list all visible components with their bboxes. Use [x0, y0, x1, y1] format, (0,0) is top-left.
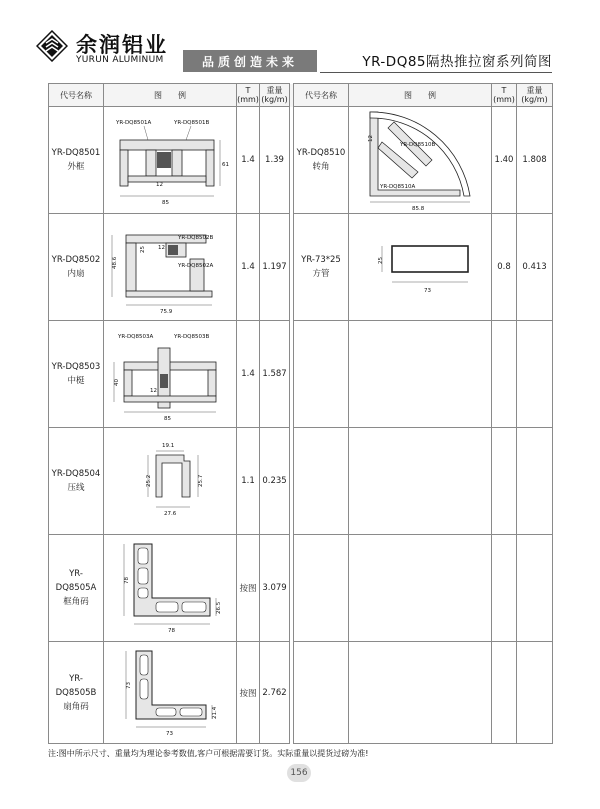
profile-name: 中梃 — [67, 376, 85, 386]
table-row — [49, 321, 553, 428]
col-header-drawing: 图 例 — [104, 84, 237, 107]
dimension-label: 48.6 — [112, 256, 118, 269]
profile-name: 框角码 — [63, 597, 89, 607]
drawing-label: YR-DQ8502A — [178, 263, 214, 269]
dimension-label: 12 — [150, 388, 157, 394]
profile-code-cell — [49, 535, 104, 642]
profile-drawing-cell — [349, 107, 492, 214]
profile-code: YR-DQ8505B — [55, 673, 97, 698]
profile-code-cell — [49, 428, 104, 535]
profile-drawing-cell — [349, 214, 492, 321]
drawing-label: YR-DQ8501B — [174, 120, 210, 126]
dimension-label: 27.6 — [164, 511, 177, 517]
page-number: 156 — [287, 764, 311, 782]
profile-name: 内扇 — [67, 269, 85, 279]
mullion-profile-drawing — [106, 326, 234, 422]
profile-name: 外框 — [67, 162, 85, 172]
empty-cell — [492, 642, 517, 744]
profile-code: YR-DQ8501 — [51, 148, 101, 158]
profile-name: 方管 — [312, 269, 330, 279]
footnote: 注:图中所示尺寸、重量均为理论参考数值,客户可根据需要订货。实际重量以提货过磅为准! — [48, 749, 369, 758]
profile-code-cell — [49, 107, 104, 214]
dimension-label: 85.8 — [412, 206, 425, 212]
empty-cell — [349, 321, 492, 428]
profile-drawing-cell — [104, 321, 237, 428]
thickness-cell: 按图 — [237, 535, 260, 642]
profile-drawing-cell — [104, 535, 237, 642]
profile-code: YR-DQ8504 — [51, 469, 101, 479]
profile-name: 转角 — [312, 162, 330, 172]
thickness-cell: 1.4 — [237, 214, 260, 321]
empty-cell — [492, 321, 517, 428]
profile-drawing-cell — [104, 642, 237, 744]
dimension-label: 73 — [126, 681, 132, 689]
profile-drawing-cell — [104, 428, 237, 535]
empty-cell — [294, 321, 349, 428]
dimension-label: 73 — [166, 730, 173, 737]
table-row — [49, 642, 553, 744]
profile-spec-table — [48, 83, 553, 744]
dimension-label: 25.2 — [146, 474, 152, 487]
page-title: YR-DQ85隔热推拉窗系列简图 — [362, 54, 552, 70]
outer-frame-profile-drawing — [106, 112, 234, 208]
table-row — [49, 214, 553, 321]
empty-cell — [349, 428, 492, 535]
dimension-label: 73 — [424, 288, 431, 294]
weight-cell: 1.587 — [260, 321, 290, 428]
drawing-label: YR-DQ8501A — [116, 120, 152, 126]
weight-cell: 3.079 — [260, 535, 290, 642]
weight-cell: 0.413 — [517, 214, 553, 321]
slogan-banner: 品质创造未来 — [183, 50, 317, 72]
dimension-label: 25 — [140, 246, 146, 253]
profile-code-cell — [49, 214, 104, 321]
dimension-label: 85 — [164, 416, 171, 422]
table-row — [49, 428, 553, 535]
thickness-cell: 1.4 — [237, 107, 260, 214]
weight-cell: 1.197 — [260, 214, 290, 321]
empty-cell — [349, 642, 492, 744]
weight-cell: 2.762 — [260, 642, 290, 744]
drawing-label: YR-DQ8503A — [118, 334, 154, 340]
thickness-cell: 1.40 — [492, 107, 517, 214]
dimension-label: 21.4 — [212, 706, 218, 719]
col-header-code: 代号名称 — [49, 84, 104, 107]
square-tube-drawing — [352, 232, 488, 302]
table-row — [49, 107, 553, 214]
col-header-weight: 重量 (kg/m) — [517, 84, 553, 107]
empty-cell — [294, 642, 349, 744]
dimension-label: 61 — [222, 162, 229, 168]
dimension-label: 12 — [368, 135, 374, 142]
thickness-cell: 0.8 — [492, 214, 517, 321]
drawing-label: YR-DQ8510A — [380, 184, 416, 190]
col-header-drawing: 图 例 — [349, 84, 492, 107]
profile-drawing-cell — [104, 107, 237, 214]
profile-code: YR-DQ8510 — [296, 148, 346, 158]
dimension-label: 40 — [114, 379, 120, 386]
yurun-logo-icon — [36, 30, 68, 62]
empty-cell — [517, 642, 553, 744]
profile-name: 扇角码 — [63, 701, 89, 712]
empty-cell — [492, 535, 517, 642]
dimension-label: 85 — [162, 200, 169, 206]
drawing-label: YR-DQ8502B — [178, 235, 214, 241]
profile-code-cell — [49, 321, 104, 428]
brand-name-cn: 余润铝业 — [76, 32, 168, 57]
weight-cell: 1.808 — [517, 107, 553, 214]
thickness-cell: 按图 — [237, 642, 260, 744]
thickness-cell: 1.1 — [237, 428, 260, 535]
dimension-label: 75.9 — [160, 309, 173, 315]
dimension-label: 26.5 — [216, 601, 222, 614]
frame-corner-key-drawing — [106, 538, 234, 638]
dimension-label: 25.7 — [198, 474, 204, 487]
profile-code-cell — [49, 642, 104, 744]
empty-cell — [492, 428, 517, 535]
glazing-bead-profile-drawing — [106, 433, 234, 529]
dimension-label: 12 — [156, 182, 163, 188]
sash-corner-key-drawing — [106, 645, 234, 741]
empty-cell — [349, 535, 492, 642]
dimension-label: 78 — [124, 577, 130, 584]
profile-code: YR-73*25 — [301, 255, 341, 265]
dimension-label: 25 — [378, 257, 384, 264]
col-header-thickness: T (mm) — [492, 84, 517, 107]
col-header-thickness: T (mm) — [237, 84, 260, 107]
col-header-code: 代号名称 — [294, 84, 349, 107]
brand-name-en: YURUN ALUMINUM — [76, 55, 164, 65]
thickness-cell: 1.4 — [237, 321, 260, 428]
empty-cell — [517, 535, 553, 642]
profile-name: 压线 — [67, 483, 85, 493]
drawing-label: YR-DQ8510B — [400, 142, 436, 148]
drawing-label: YR-DQ8503B — [174, 334, 210, 340]
dimension-label: 12 — [158, 245, 165, 251]
profile-code: YR-DQ8502 — [51, 255, 101, 265]
inner-sash-profile-drawing — [106, 219, 234, 315]
empty-cell — [517, 428, 553, 535]
profile-code: YR-DQ8503 — [51, 362, 101, 372]
table-header-row — [49, 84, 553, 107]
profile-drawing-cell — [104, 214, 237, 321]
profile-code-cell — [294, 214, 349, 321]
title-underline — [320, 72, 552, 73]
dimension-label: 78 — [168, 628, 175, 634]
empty-cell — [294, 535, 349, 642]
col-header-weight: 重量 (kg/m) — [260, 84, 290, 107]
empty-cell — [517, 321, 553, 428]
dimension-label: 19.1 — [162, 443, 175, 449]
profile-code-cell — [294, 107, 349, 214]
corner-profile-drawing — [352, 108, 488, 212]
table-row — [49, 535, 553, 642]
profile-code: YR-DQ8505A — [55, 569, 97, 593]
weight-cell: 0.235 — [260, 428, 290, 535]
weight-cell: 1.39 — [260, 107, 290, 214]
empty-cell — [294, 428, 349, 535]
